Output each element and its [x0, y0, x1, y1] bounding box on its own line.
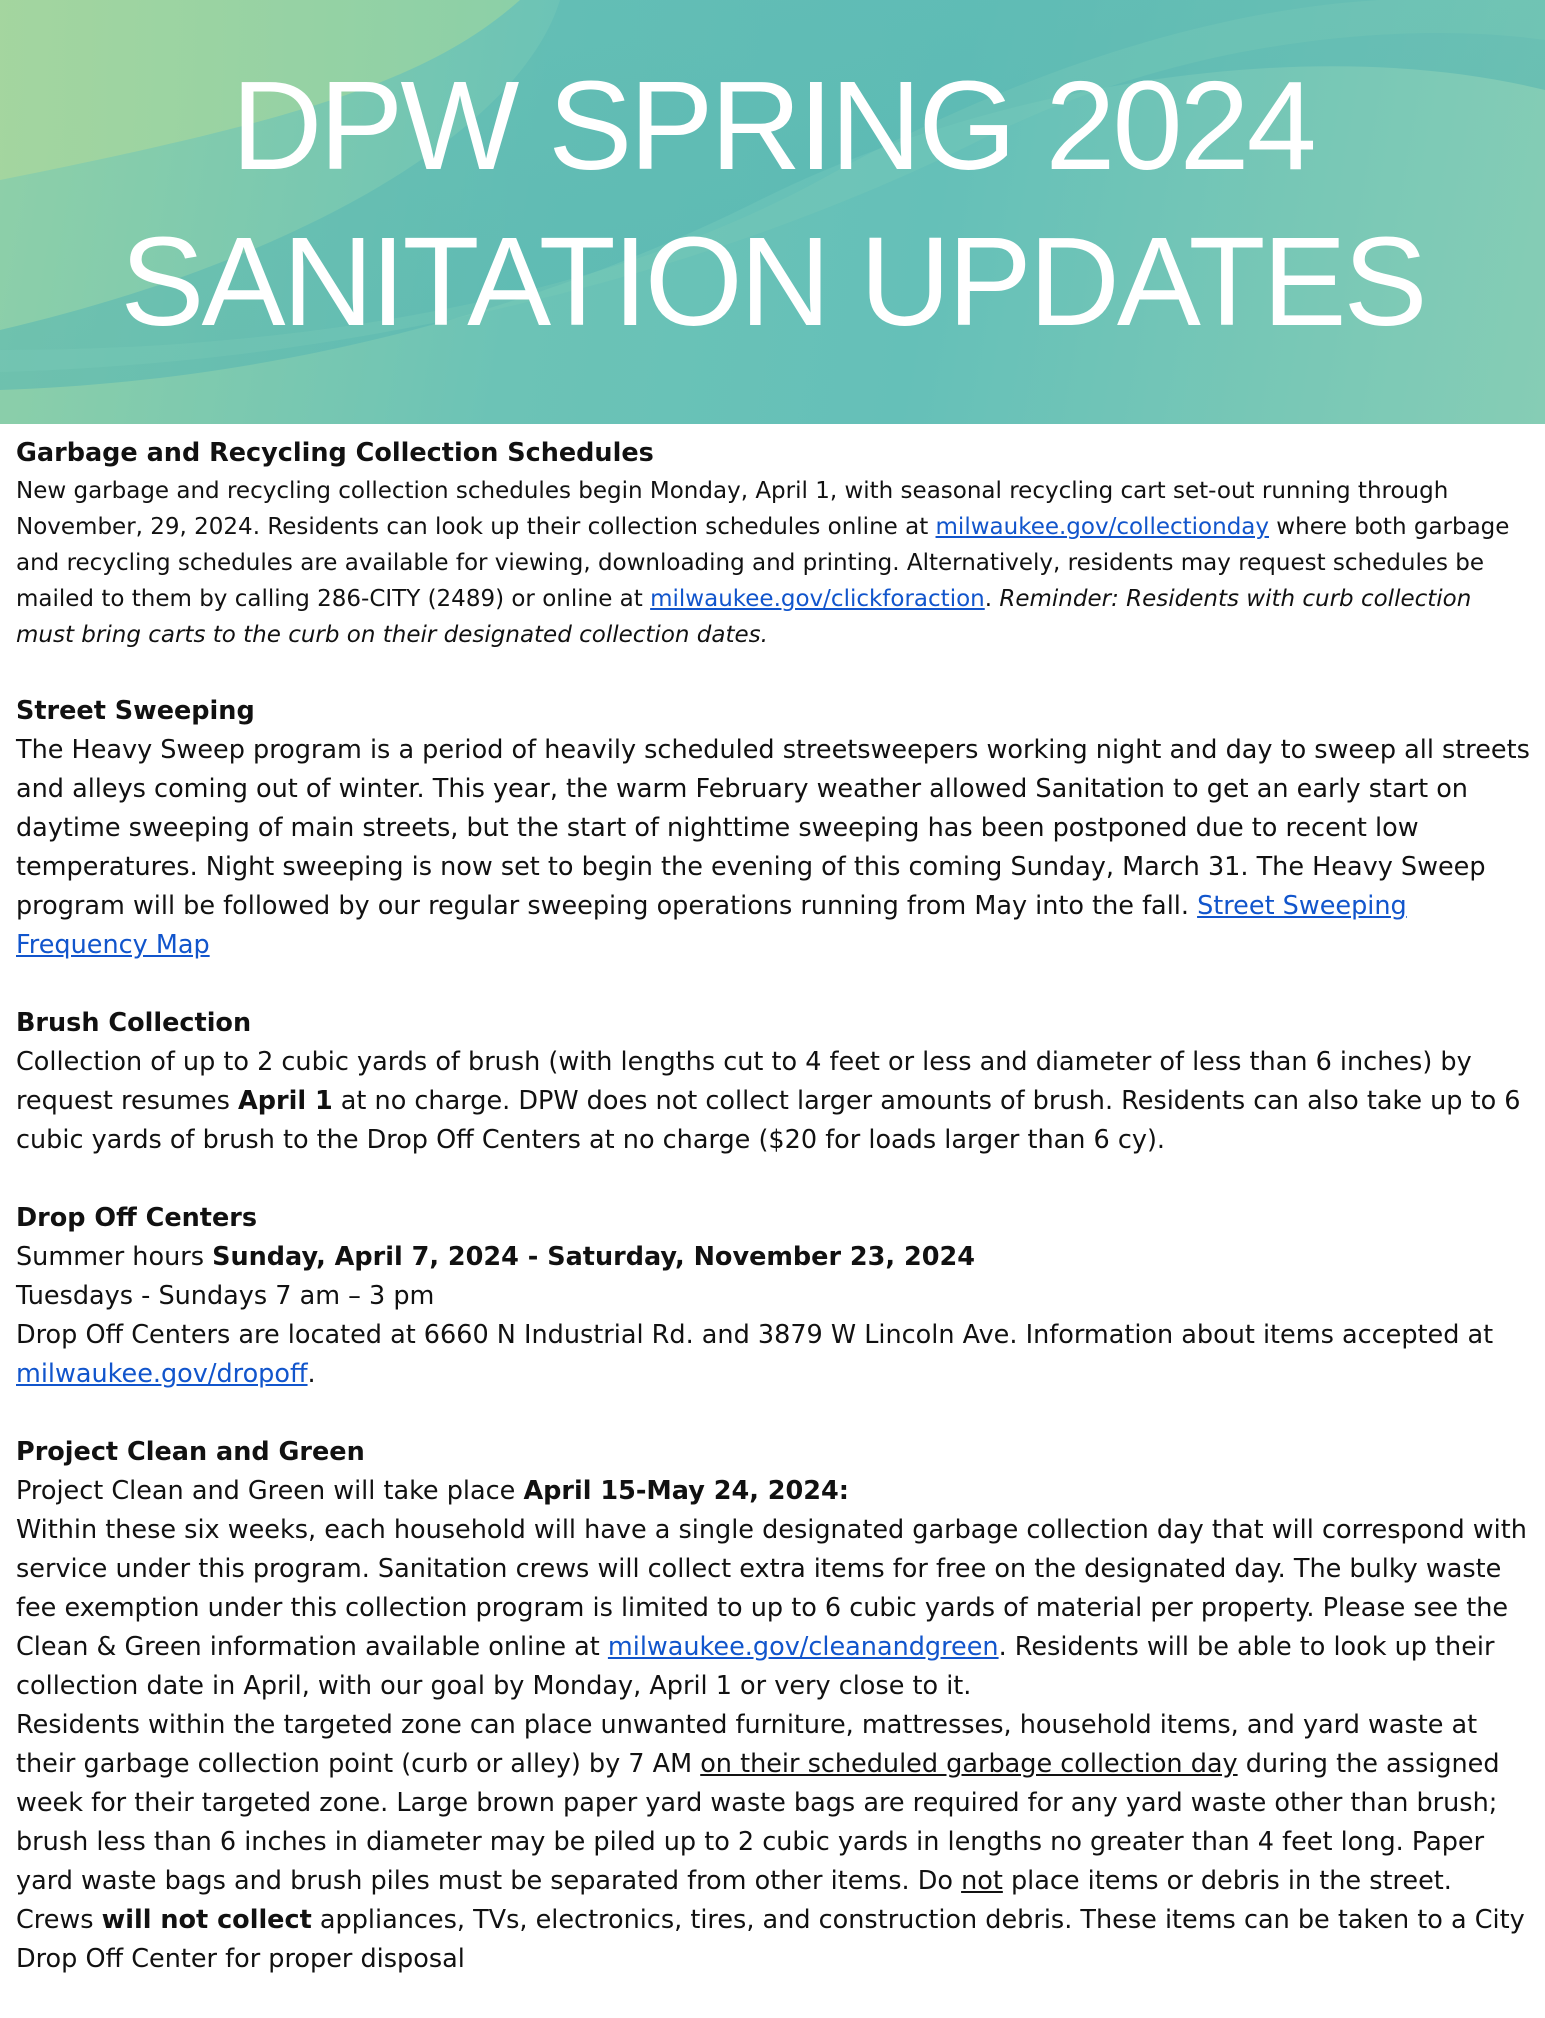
section-clean-and-green	[16, 1433, 1532, 1979]
clickforaction-link[interactable]: milwaukee.gov/clickforaction	[650, 586, 985, 612]
underlined-text: on their scheduled garbage collection day	[700, 1749, 1238, 1779]
banner-title-line-1: DPW SPRING 2024	[231, 55, 1314, 196]
section-heading: Brush Collection	[16, 1008, 252, 1038]
bold-date: April 1	[238, 1086, 333, 1116]
text-run: at no charge. DPW does not collect larger amounts of brush. Residents can also take up to 6 cubic yards of brush to the Drop Off Centers at no charge ($20 for loads larger than 6 cy).	[16, 1086, 1521, 1155]
bold-text: will not collect	[101, 1905, 312, 1935]
section-text	[16, 1043, 1532, 1160]
operating-days: Tuesdays - Sundays 7 am – 3 pm	[16, 1281, 435, 1311]
section-heading: Street Sweeping	[16, 696, 255, 726]
underlined-text: not	[961, 1866, 1003, 1896]
banner-title-line-2: SANITATION UPDATES	[120, 211, 1425, 352]
text-run: The Heavy Sweep program is a period of heavily scheduled streetsweepers working night and day to sweep all streets and alleys coming out of winter. This year, the warm February weather allowed Sanitation to get an early start on daytime sweeping of main streets, but the start of nighttime sweeping has been postponed due to recent low temperatures. Night sweeping is now set to begin the evening of this coming Sunday, March 31. The Heavy Sweep program will be followed by our regular sweeping operations running from May into the fall.	[16, 735, 1530, 921]
section-heading: Drop Off Centers	[16, 1203, 258, 1233]
collectionday-link[interactable]: milwaukee.gov/collectionday	[935, 514, 1269, 540]
sweeping-map-link[interactable]: Street Sweeping Frequency Map	[16, 891, 1407, 960]
section-text	[16, 1511, 1532, 1706]
text-run: appliances, TVs, electronics, tires, and construction debris. These items can be taken to a City Drop Off Center for proper disposal	[16, 1905, 1525, 1974]
text-run: place items or debris in the street. Crews	[16, 1866, 1452, 1935]
section-drop-off-centers	[16, 1199, 1532, 1394]
section-text	[16, 731, 1532, 965]
text-run: Collection of up to 2 cubic yards of brush (with lengths cut to 4 feet or less and diameter of less than 6 inches) by request resumes	[16, 1047, 1472, 1116]
section-text	[16, 1706, 1532, 1979]
section-heading: Project Clean and Green	[16, 1437, 365, 1467]
text-run: .	[984, 586, 1000, 612]
section-garbage-recycling	[16, 434, 1532, 653]
reminder-text: Reminder: Residents with curb collection must bring carts to the curb on their designated collection dates.	[16, 586, 1472, 648]
program-dates	[16, 1472, 1532, 1511]
text-run: . Residents will be able to look up their collection date in April, with our goal by Monday, April 1 or very close to it.	[16, 1632, 1495, 1701]
section-text	[16, 473, 1532, 653]
bold-dates: April 15-May 24, 2024:	[523, 1476, 849, 1506]
text-run: Drop Off Centers are located at 6660 N Industrial Rd. and 3879 W Lincoln Ave. Information about items accepted at	[16, 1320, 1494, 1350]
text-run: Within these six weeks, each household will have a single designated garbage collection day that will correspond with service under this program. Sanitation crews will collect extra items for free on the designated day. The bulky waste fee exemption under this collection program is limited to up to 6 cubic yards of material per property. Please see the Clean & Green information available online at	[16, 1515, 1527, 1662]
text-run: Project Clean and Green will take place	[16, 1476, 524, 1506]
text-run: New garbage and recycling collection schedules begin Monday, April 1, with seasonal recycling cart set-out running through November, 29, 2024. Residents can look up their collection schedules online at	[16, 478, 1449, 540]
section-text	[16, 1316, 1532, 1394]
header-banner	[0, 0, 1545, 424]
section-heading: Garbage and Recycling Collection Schedules	[16, 438, 654, 468]
hours-dates: Sunday, April 7, 2024 - Saturday, November 23, 2024	[212, 1242, 975, 1272]
section-street-sweeping	[16, 692, 1532, 965]
text-run: Residents within the targeted zone can place unwanted furniture, mattresses, household items, and yard waste at their garbage collection point (curb or alley) by 7 AM	[16, 1710, 1478, 1779]
text-run: where both garbage and recycling schedules are available for viewing, downloading and printing. Alternatively, residents may request schedules be mailed to them by calling 286-CITY (2489) or online at	[16, 514, 1510, 612]
text-run: during the assigned week for their targeted zone. Large brown paper yard waste bags are required for any yard waste other than brush; brush less than 6 inches in diameter may be piled up to 2 cubic yards in lengths no greater than 4 feet long. Paper yard waste bags and brush piles must be separated from other items. Do	[16, 1749, 1500, 1896]
document-body	[16, 434, 1532, 2018]
banner-title	[0, 48, 1545, 360]
dropoff-link[interactable]: milwaukee.gov/dropoff	[16, 1359, 308, 1389]
cleanandgreen-link[interactable]: milwaukee.gov/cleanandgreen	[607, 1632, 999, 1662]
text-run: Summer hours	[16, 1242, 213, 1272]
text-run: .	[307, 1359, 316, 1389]
section-brush-collection	[16, 1004, 1532, 1160]
summer-hours	[16, 1238, 1532, 1277]
